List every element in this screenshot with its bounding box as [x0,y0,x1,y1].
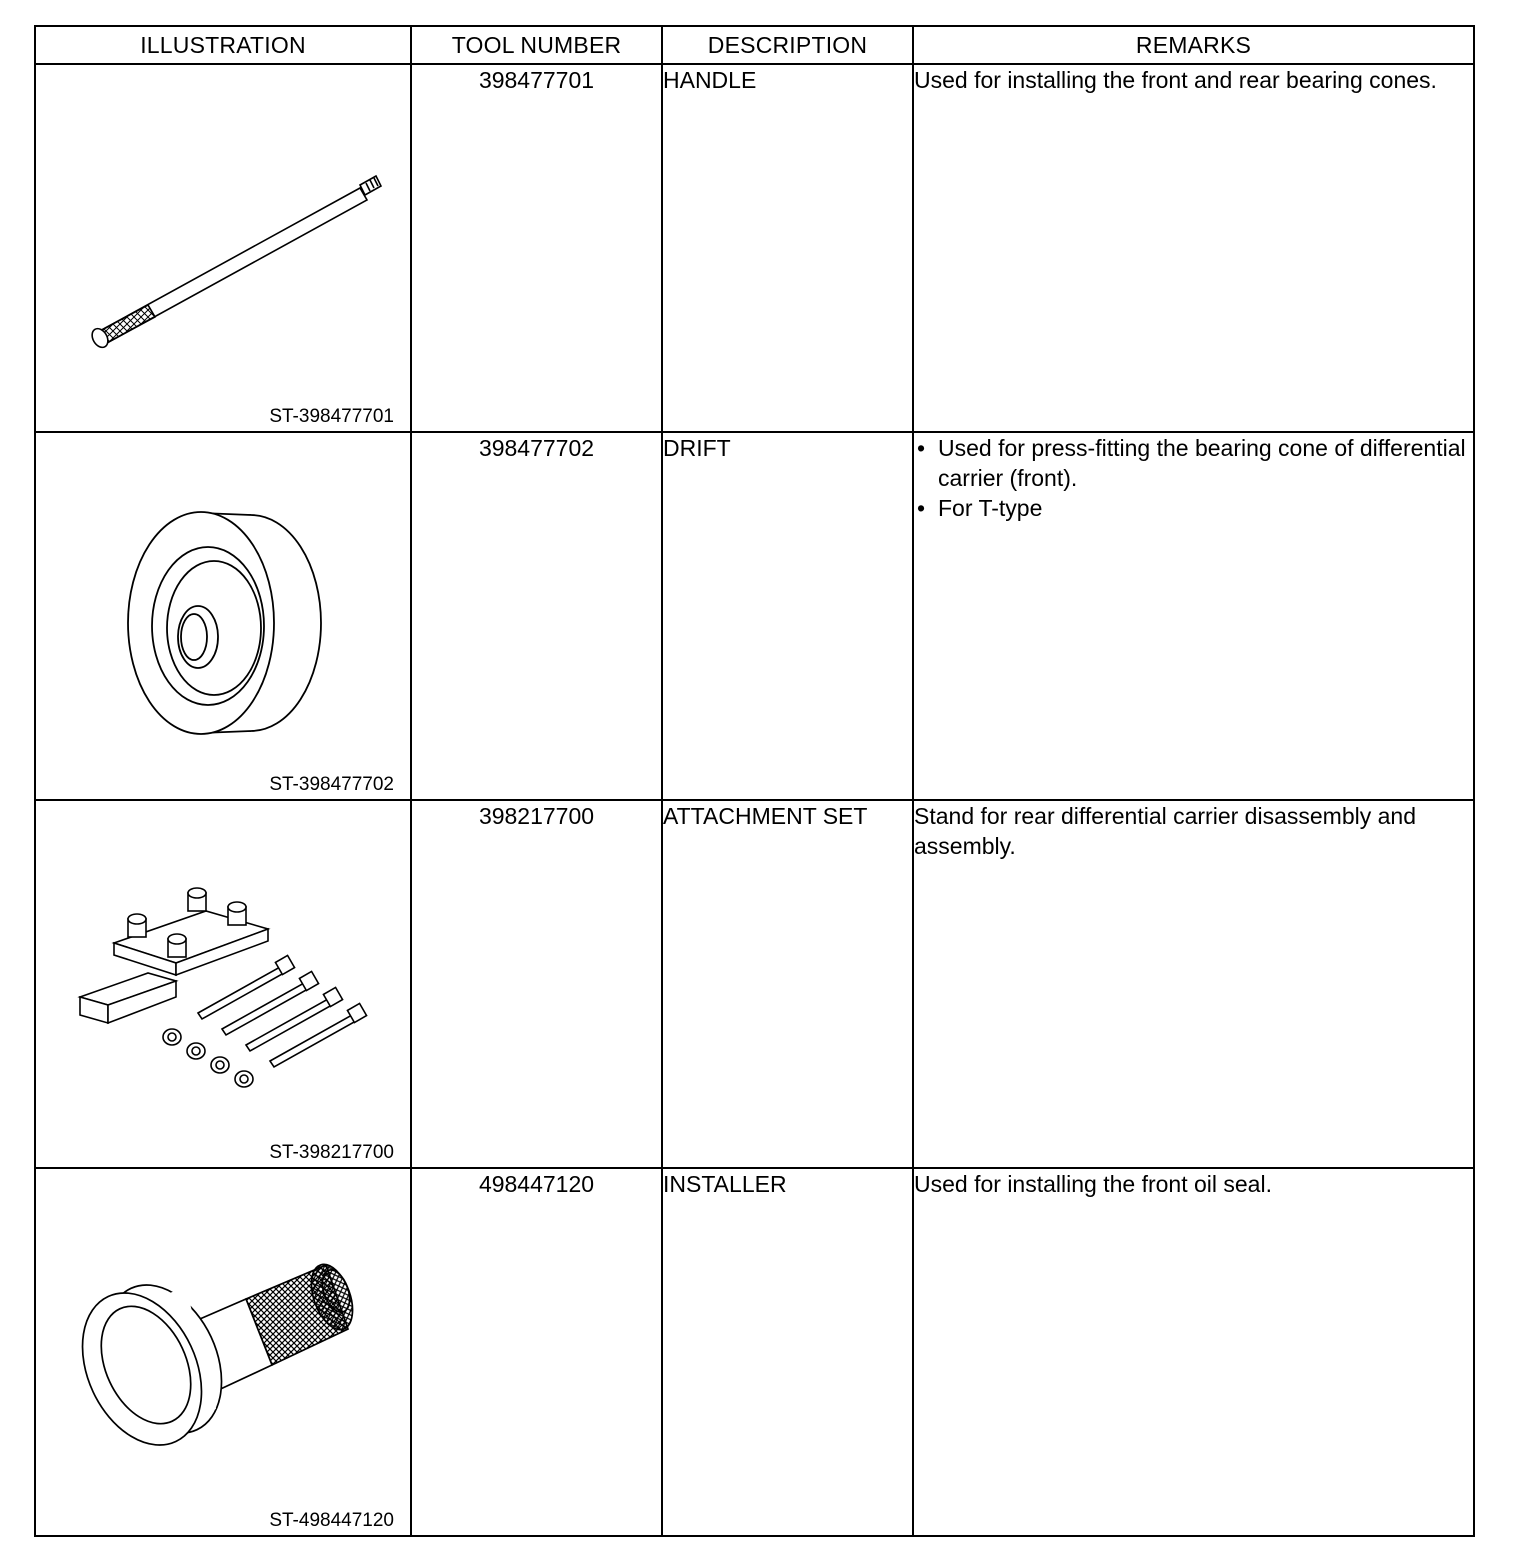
illustration-code: ST-398477702 [269,774,394,795]
remarks-list [914,433,1473,523]
list-item: • For T-type [914,493,1473,523]
installer-tool-icon [36,1169,412,1535]
tool-number-cell: 398217700 [411,800,662,1168]
table-row [35,1168,1474,1536]
handle-tool-icon [36,65,412,431]
illustration-cell [35,800,411,1168]
header-description: DESCRIPTION [662,26,913,64]
drift-tool-icon [36,433,412,799]
illustration-cell [35,432,411,800]
tool-number-cell: 398477702 [411,432,662,800]
illustration-code: ST-498447120 [269,1510,394,1531]
remarks-cell: Used for installing the front and rear bearing cones. [913,64,1474,432]
illustration-code: ST-398477701 [269,406,394,427]
header-remarks: REMARKS [913,26,1474,64]
remarks-cell: Stand for rear differential carrier disassembly and assembly. [913,800,1474,1168]
description-cell: INSTALLER [662,1168,913,1536]
illustration-code: ST-398217700 [269,1142,394,1163]
table-row [35,800,1474,1168]
illustration-cell [35,1168,411,1536]
remarks-cell: Used for installing the front oil seal. [913,1168,1474,1536]
table-row [35,64,1474,432]
table-header-row [35,26,1474,64]
illustration-cell [35,64,411,432]
special-tools-table [34,25,1475,1537]
description-cell: ATTACHMENT SET [662,800,913,1168]
description-cell: HANDLE [662,64,913,432]
remarks-cell [913,432,1474,800]
tool-number-cell: 398477701 [411,64,662,432]
list-item: • Used for press-fitting the bearing cone of differential carrier (front). [914,433,1473,493]
header-illustration: ILLUSTRATION [35,26,411,64]
header-tool-number: TOOL NUMBER [411,26,662,64]
tool-number-cell: 498447120 [411,1168,662,1536]
attachment-set-icon [36,801,412,1167]
table-row [35,432,1474,800]
description-cell: DRIFT [662,432,913,800]
